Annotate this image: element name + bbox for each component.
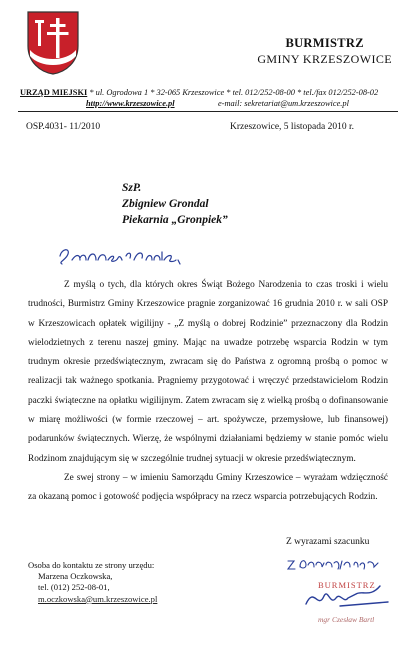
letter-body <box>28 276 388 508</box>
office-subtitle: GMINY KRZESZOWICE <box>257 52 392 66</box>
handwritten-closing <box>284 549 384 573</box>
body-paragraph-1: Z myślą o tych, dla których okres Świąt Bożego Narodzenia to czas troski i wielu trudności, Burmistrz Gminy Krzeszowice pragnie zorganizować 16 grudnia 2010 r. w sali OSP w Krzeszowicach opłatek wigilijny - „Z myślą o dobrej Rodzinie” przeznaczony dla Rodzin wielodzietnych z terenu naszej gminy. Mając na uwadze potrzebę wsparcia Rodzin w tym trudnym okresie przedświątecznym, zwracam się do Państwa z ogromną prośbą o pomoc w realizacji tak ważnego spotkania. Pragniemy przygotować i wręczyć przedstawicielom Rodzin paczki świąteczne na opłatku wigilijnym. Zatem zwracam się z wielką prośbą o dofinansowanie w miarę możliwości (w formie rzeczowej – art. spożywcze, przemysłowe, lub finansowej) podarunków świątecznych. Wierzę, że wspólnymi działaniami będziemy w stanie pomóc wielu Rodzinom znajdującym się w szczególnie trudnej sytuacji w okresie przedświątecznym. <box>28 280 388 464</box>
office-title: BURMISTRZ <box>285 36 364 50</box>
contact-name: Marzena Oczkowska, <box>38 571 113 582</box>
header-divider <box>18 111 398 112</box>
reference-number: OSP.4031- 11/2010 <box>26 122 101 132</box>
handwritten-salutation <box>56 238 196 268</box>
addressee-block <box>122 180 228 228</box>
contact-email-link[interactable]: m.oczkowska@um.krzeszowice.pl <box>38 593 158 604</box>
closing-text: Z wyrazami szacunku <box>286 537 370 547</box>
contact-phone: tel. (012) 252-08-01, <box>38 582 110 593</box>
header-address <box>20 88 378 97</box>
addressee-name: Zbigniew Grondal <box>122 198 209 210</box>
signer-stamp: mgr Czesław Bartl <box>318 615 375 624</box>
header-title-block <box>257 36 392 67</box>
contact-label: Osoba do kontaktu ze strony urzędu: <box>28 560 155 570</box>
website-link[interactable]: http://www.krzeszowice.pl <box>86 99 175 108</box>
body-paragraph-2: Ze swej strony – w imieniu Samorządu Gminy Krzeszowice – wyrażam wdzięczność za okazaną pomoc i gotowość podjęcia współpracy na rzecz wsparcia potrzebujących Rodzin. <box>28 472 388 503</box>
municipal-crest-icon <box>26 10 80 76</box>
office-email[interactable]: e-mail: sekretariat@um.krzeszowice.pl <box>218 99 349 108</box>
address-text: * ul. Ogrodowa 1 * 32-065 Krzeszowice * tel. 012/252-08-00 * tel./fax 012/252-08-02 <box>87 88 379 97</box>
letter-date: Krzeszowice, 5 listopada 2010 r. <box>230 122 354 132</box>
signature-icon <box>300 576 392 616</box>
addressee-honorific: SzP. <box>122 182 142 194</box>
contact-person-block <box>28 560 157 605</box>
addressee-company: Piekarnia „Gronpiek” <box>122 214 228 226</box>
office-label: URZĄD MIEJSKI <box>20 88 88 97</box>
stamp-text: BURMISTRZ <box>318 580 376 590</box>
